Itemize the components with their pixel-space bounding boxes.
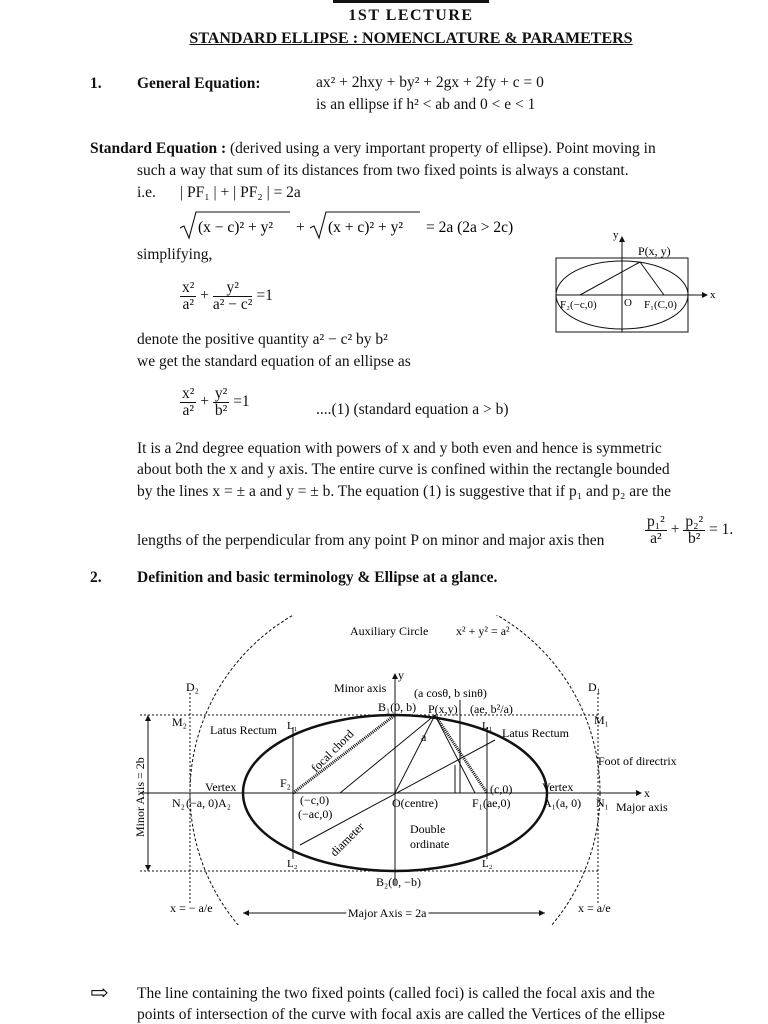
plus-sign: + [296, 219, 305, 236]
aux-circle-label: Auxiliary Circle [350, 624, 429, 638]
simplified-equation: $\frac{\text{x²}}{\text{a²}}$ + $\frac{\text{y²}}{\text{a² − c²}}$ =1 [182, 279, 273, 313]
l2-left-label: L₂ [287, 858, 298, 870]
standard-tag: ....(1) (standard equation a > b) [316, 401, 509, 418]
centre-label: O(centre) [392, 796, 438, 810]
aux-circle-equation: x² + y² = a² [456, 624, 510, 638]
frac-x-num: x² [182, 279, 195, 296]
small-x-label: x [710, 289, 716, 301]
standard-equation-label: Standard Equation : [90, 140, 227, 157]
std-x-den: a² [182, 402, 194, 419]
footer-line2: points of intersection of the curve with focal axis are called the Vertices of the ellipse [137, 1006, 665, 1023]
std-y-den: b² [214, 402, 228, 419]
p2-den: b² [688, 530, 701, 547]
ellipse-condition: is an ellipse if h² < ab and 0 < e < 1 [316, 96, 536, 113]
lr-point-label: (ae, b²/a) [470, 702, 513, 716]
d1-label: D₁ [588, 680, 601, 694]
l1-left-label: L₁ [287, 720, 298, 732]
std-equals-one: =1 [233, 393, 250, 411]
top-rule [333, 0, 489, 3]
l2-right-label: L₂ [482, 858, 493, 870]
a1-label: A₁(a, 0) [543, 796, 582, 810]
a2-label: (−a, 0)A₂ [186, 796, 231, 810]
section-heading-2: Definition and basic terminology & Ellipse at a glance. [137, 569, 498, 586]
p-equals-one: = 1. [709, 521, 734, 539]
d2-label: D₂ [186, 680, 199, 694]
lecture-heading: 1ST LECTURE [348, 7, 474, 24]
denote-text: denote the positive quantity a² − c² by b² [137, 331, 388, 348]
small-y-label: y [613, 229, 619, 241]
directrix-right-label: x = a/e [578, 901, 611, 915]
perpendicular-equation: $\frac{\text{p₁²}}{\text{a²}}$ + $\frac{\text{p₂²}}{\text{b²}}$ = 1. [647, 513, 734, 547]
pxy-label: P(x,y) [428, 702, 458, 716]
paragraph-line3: by the lines x = ± a and y = ± b. The equation (1) is suggestive that if p₁ and p₂ are the [137, 483, 672, 500]
section-number-1: 1. [90, 75, 102, 92]
param-point-label: (a cosθ, b sinθ) [414, 686, 487, 700]
p1-den: a² [650, 530, 662, 547]
small-p-label: P(x, y) [638, 244, 671, 258]
standard-intro-line2: such a way that sum of its distances from two fixed points is always a constant. [137, 162, 629, 179]
n1-label: N₁ [596, 796, 609, 810]
small-f1-label: F₁(C,0) [644, 299, 677, 311]
f2-label: F₂ [280, 776, 291, 790]
radical-term-2: (x + c)² + y² [328, 219, 403, 236]
c-neg-label: (−c,0) [300, 793, 330, 807]
focal-chord-label: focal chord [308, 726, 357, 776]
f1-label: F₁(ae,0) [472, 796, 511, 810]
footer-line1: The line containing the two fixed points (called foci) is called the focal axis and the [137, 985, 655, 1002]
major-axis-label: Major axis [616, 800, 668, 814]
ellipse-at-a-glance-diagram [130, 615, 690, 925]
paragraph-line1: It is a 2nd degree equation with powers of x and y both even and hence is symmetric [137, 440, 662, 457]
n2-label: N₂ [172, 796, 185, 810]
double-ordinate-label-2: ordinate [410, 837, 450, 851]
double-ordinate-label-1: Double [410, 822, 446, 836]
focal-distance-sum: | PF₁ | + | PF₂ | = 2a [180, 184, 301, 201]
simplifying-label: simplifying, [137, 246, 213, 263]
p1-num: p₁² [647, 513, 665, 530]
major-axis-length-label: Major Axis = 2a [348, 906, 427, 920]
latus-rectum-right: Latus Rectum [502, 726, 569, 740]
section-number-2: 2. [90, 569, 102, 586]
arrow-icon: ⇨ [90, 980, 109, 1005]
paragraph-line4: lengths of the perpendicular from any point P on minor and major axis then [137, 532, 605, 549]
diameter-label: diameter [327, 819, 367, 860]
minor-axis-label: Minor axis [334, 681, 387, 695]
x-axis-label: x [644, 786, 650, 800]
m2-label: M₂ [172, 715, 187, 729]
y-axis-label: y [398, 668, 404, 682]
frac-y-num: y² [213, 280, 253, 297]
vertex-left-label: Vertex [205, 780, 237, 794]
b1-label: B₁(0, b) [378, 700, 417, 714]
standard-intro-line1 [90, 140, 656, 158]
paragraph-line2: about both the x and y axis. The entire curve is confined within the rectangle bounded [137, 461, 670, 478]
radical-term-1: (x − c)² + y² [198, 219, 273, 236]
l1-right-label: L₁ [482, 720, 493, 732]
radical-equation [178, 208, 538, 242]
vertex-right-label: Vertex [542, 780, 574, 794]
p2-num: p₂² [685, 513, 704, 530]
minor-axis-length-label: Minor Axis = 2b [133, 757, 147, 837]
standard-intro-text: (derived using a very important property of ellipse). Point moving in [229, 140, 656, 157]
m1-label: M₁ [594, 713, 609, 727]
frac-y-den: a² − c² [212, 296, 253, 313]
standard-equation: $\frac{\text{x²}}{\text{a²}}$ + $\frac{\text{y²}}{\text{b²}}$ =1 [182, 385, 250, 419]
c-pos-label: (c,0) [490, 782, 513, 796]
equals-one: =1 [256, 287, 273, 305]
frac-x-den: a² [182, 296, 194, 313]
section-heading-1: General Equation: [137, 75, 261, 92]
ie-label: i.e. [137, 184, 156, 201]
a-label: a [421, 730, 427, 744]
we-get-text: we get the standard equation of an ellipse as [137, 353, 411, 370]
b2-label: B₂(0, −b) [376, 875, 421, 889]
ac-neg-label: (−ac,0) [298, 807, 333, 821]
small-ellipse-diagram [550, 228, 720, 338]
latus-rectum-left: Latus Rectum [210, 723, 277, 737]
small-o-label: O [624, 297, 632, 309]
directrix-left-label: x = − a/e [170, 901, 213, 915]
std-y-num: y² [214, 385, 228, 402]
std-x-num: x² [182, 385, 195, 402]
small-f2-label: F₂(−c,0) [560, 299, 597, 311]
general-equation: ax² + 2hxy + by² + 2gx + 2fy + c = 0 [316, 74, 544, 91]
foot-of-directrix-label: Foot of directrix [598, 754, 677, 768]
radical-result: = 2a (2a > 2c) [426, 219, 514, 236]
page-title: STANDARD ELLIPSE : NOMENCLATURE & PARAMETERS [189, 30, 633, 47]
